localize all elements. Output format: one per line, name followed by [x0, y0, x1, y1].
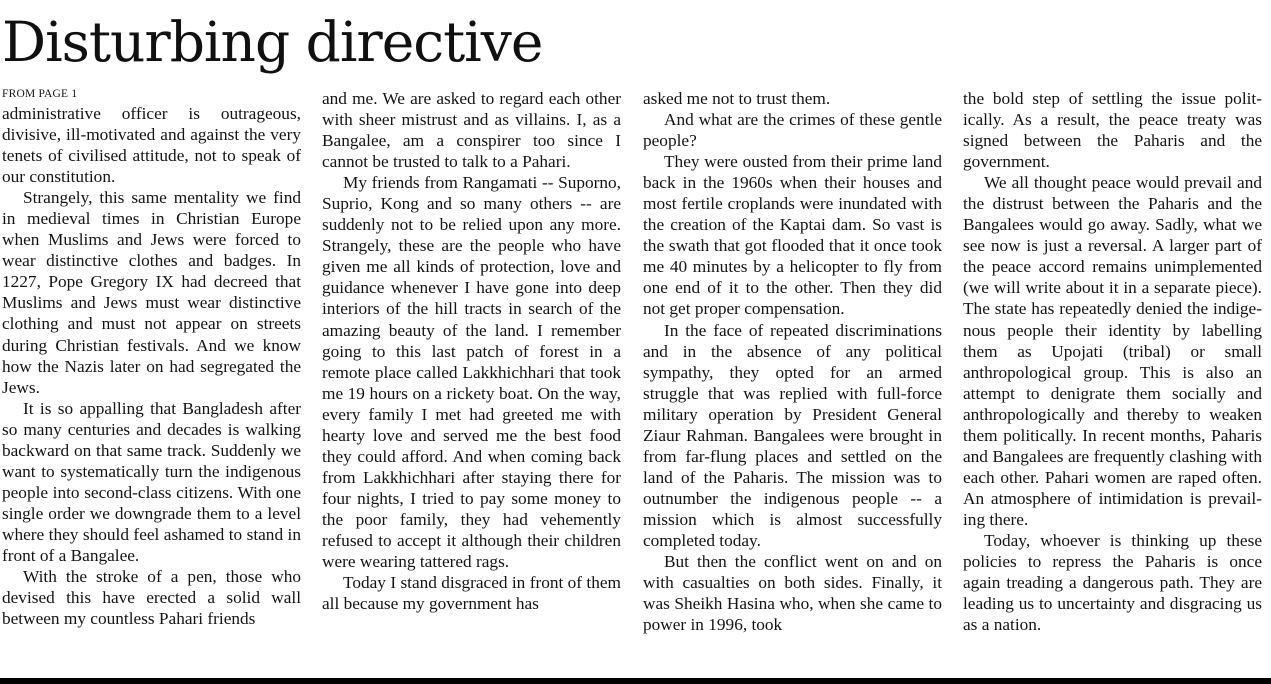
paragraph: the bold step of settling the issue politically. As a result, the peace treaty was signed between the Paharis and the government. [963, 89, 1262, 172]
continuation-kicker: FROM PAGE 1 [2, 88, 78, 100]
paragraph: We all thought peace would prevail and the distrust between the Paharis and the Bangalees would go away. Sadly, what we see now is just a reversal. A larger part of the peace accord remains unimplemented (we will write about it in a separate piece). The state has repeatedly denied the indigenous people their identity by labelling them as Upojati (tribal) or small anthropological group. This is also an attempt to denigrate them socially and anthropologically and thereby to weaken them politically. In recent months, Paharis and Bangalees are frequently clashing with each other. Pahari women are raped often. An atmosphere of intimidation is prevailing there. [963, 173, 1262, 529]
paragraph: administrative officer is outrageous, divisive, ill-motivated and against the very tenets of civilised attitude, not to speak of our constitution. [2, 104, 301, 187]
paragraph: They were ousted from their prime land back in the 1960s when their houses and most fertile croplands were inundated with the creation of the Kaptai dam. So vast is the swath that got flooded that it once took me 40 minutes by a helicopter to fly from one end of it to the other. Then they did not get proper compensation. [643, 152, 942, 319]
paragraph: It is so appalling that Bangladesh after so many centuries and decades is walking backward on that same track. Suddenly we want to systematically turn the indigenous people into second-class citizens. With one single order we downgrade them to a level where they should feel ashamed to stand in front of a Bangalee. [2, 398, 301, 565]
article-column-4 [963, 88, 1262, 684]
paragraph: Today I stand disgraced in front of them all because my government has [322, 573, 621, 614]
paragraph: asked me not to trust them. [643, 89, 831, 108]
article-column-3 [643, 88, 942, 684]
headline: Disturbing directive [2, 10, 543, 74]
paragraph: Today, whoever is thinking up these policies to repress the Paharis is once again treading a dangerous path. They are leading us to uncertainty and disgracing us as a nation. [963, 530, 1262, 635]
article-column-2 [322, 88, 621, 684]
paragraph: In the face of repeated discriminations and in the absence of any political sympathy, they opted for an armed struggle that was replied with full-force military operation by President General Ziaur Rahman. Bangalees were brought in from far-flung places and settled on the land of the Paharis. The mission was to outnumber the indigenous people -- a mission which is almost successfully completed today. [643, 320, 942, 550]
paragraph: But then the conflict went on and on with casualties on both sides. Finally, it was Sheikh Hasina who, when she came to power in 1996, took [643, 552, 942, 635]
article-column-1 [2, 103, 301, 684]
bottom-border-rule [0, 678, 1271, 684]
paragraph: and me. We are asked to regard each other with sheer mistrust and as villains. I, as a Bangalee, am a conspirer too since I cannot be trusted to talk to a Pahari. [322, 89, 621, 172]
paragraph: My friends from Rangamati -- Suporno, Suprio, Kong and so many others -- are suddenly not to be relied upon any more. Strangely, these are the people who have given me all kinds of protection, love and guidance whenever I have gone into deep interiors of the hill tracts in search of the amazing beauty of the land. I remember going to this last patch of forest in a remote place called Lakkhichhari that took me 19 hours on a rickety boat. On the way, every family I met had greeted me with hearty love and served me the best food they could afford. And when coming back from Lakkhichhari after staying there for four nights, I tried to pay some money to the poor family, they had vehemently refused to accept it although their children were wearing tattered rags. [322, 173, 621, 572]
paragraph: Strangely, this same mentality we find in medieval times in Christian Europe when Muslims and Jews were forced to wear distinctive clothes and badges. In 1227, Pope Gregory IX had decreed that Muslims and Jews must wear distinctive clothing and must not appear on streets during Christian festivals. And we know how the Nazis later on had segregated the Jews. [2, 188, 301, 397]
paragraph: With the stroke of a pen, those who devised this have erected a solid wall between my countless Pahari friends [2, 567, 301, 629]
paragraph: And what are the crimes of these gentle people? [643, 110, 942, 151]
